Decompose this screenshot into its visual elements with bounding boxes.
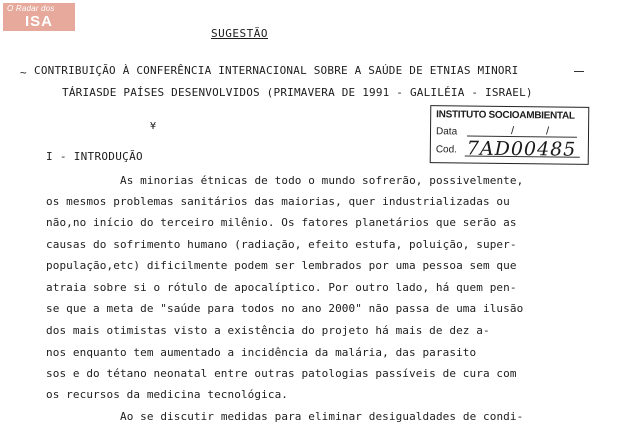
title-line-2: TÁRIASDE PAÍSES DESENVOLVIDOS (PRIMAVERA DE 1991 - GALILÉIA - ISRAEL) — [62, 86, 533, 99]
body-line: nos enquanto tem aumentado a incidência da malária, das parasito — [46, 346, 477, 359]
body-line: os mesmos problemas sanitários das maiorias, quer industrializadas ou — [46, 195, 510, 208]
document-heading: SUGESTÃO — [211, 27, 268, 40]
section-heading: I - INTRODUÇÃO — [46, 150, 143, 163]
stamp-title: INSTITUTO SOCIOAMBIENTAL — [436, 109, 575, 122]
body-line: sos e do tétano neonatal entre outras patologias passíveis de cura com — [46, 367, 517, 380]
stamp-date-label: Data — [435, 126, 458, 138]
body-line: causas do sofrimento humano (radiação, efeito estufa, poluição, super- — [46, 238, 517, 251]
body-line: As minorias étnicas de todo o mundo sofrerão, possivelmente, — [120, 174, 524, 187]
stamp-code: 7AD00485 — [466, 137, 577, 161]
stamp-cod-label: Cod. — [435, 144, 458, 156]
archive-stamp — [430, 105, 590, 165]
title-line-1: CONTRIBUIÇÃO À CONFERÊNCIA INTERNACIONAL SOBRE A SAÚDE DE ETNIAS MINORI — [34, 64, 519, 77]
body-line: não,no início do terceiro milênio. Os fatores planetários que serão as — [46, 216, 517, 229]
body-line: dos mais otimistas visto a existência do projeto há mais de dez a- — [46, 324, 490, 337]
watermark-small-text: O Radar dos — [7, 4, 55, 13]
body-line: se que a meta de "saúde para todos no ano 2000" não passa de uma ilusão — [46, 302, 524, 315]
body-line: os recursos da medicina tecnológica. — [46, 388, 289, 401]
watermark-big-text: ISA — [25, 13, 54, 30]
title-hyphen-mark — [574, 71, 584, 72]
stamp-date-slash: / — [545, 125, 550, 138]
watermark-logo — [3, 3, 75, 31]
bullet-mark: ~ — [20, 66, 27, 79]
stamp-date-slash: / — [510, 125, 515, 138]
check-mark-icon: ¥ — [150, 121, 157, 132]
body-line: atraia sobre si o rótulo de apocalíptico. Por outro lado, há quem pen- — [46, 281, 517, 294]
body-line: população,etc) dificilmente podem ser lembrados por uma pessoa sem que — [46, 259, 517, 272]
body-line: Ao se discutir medidas para eliminar desigualdades de condi- — [120, 410, 524, 423]
